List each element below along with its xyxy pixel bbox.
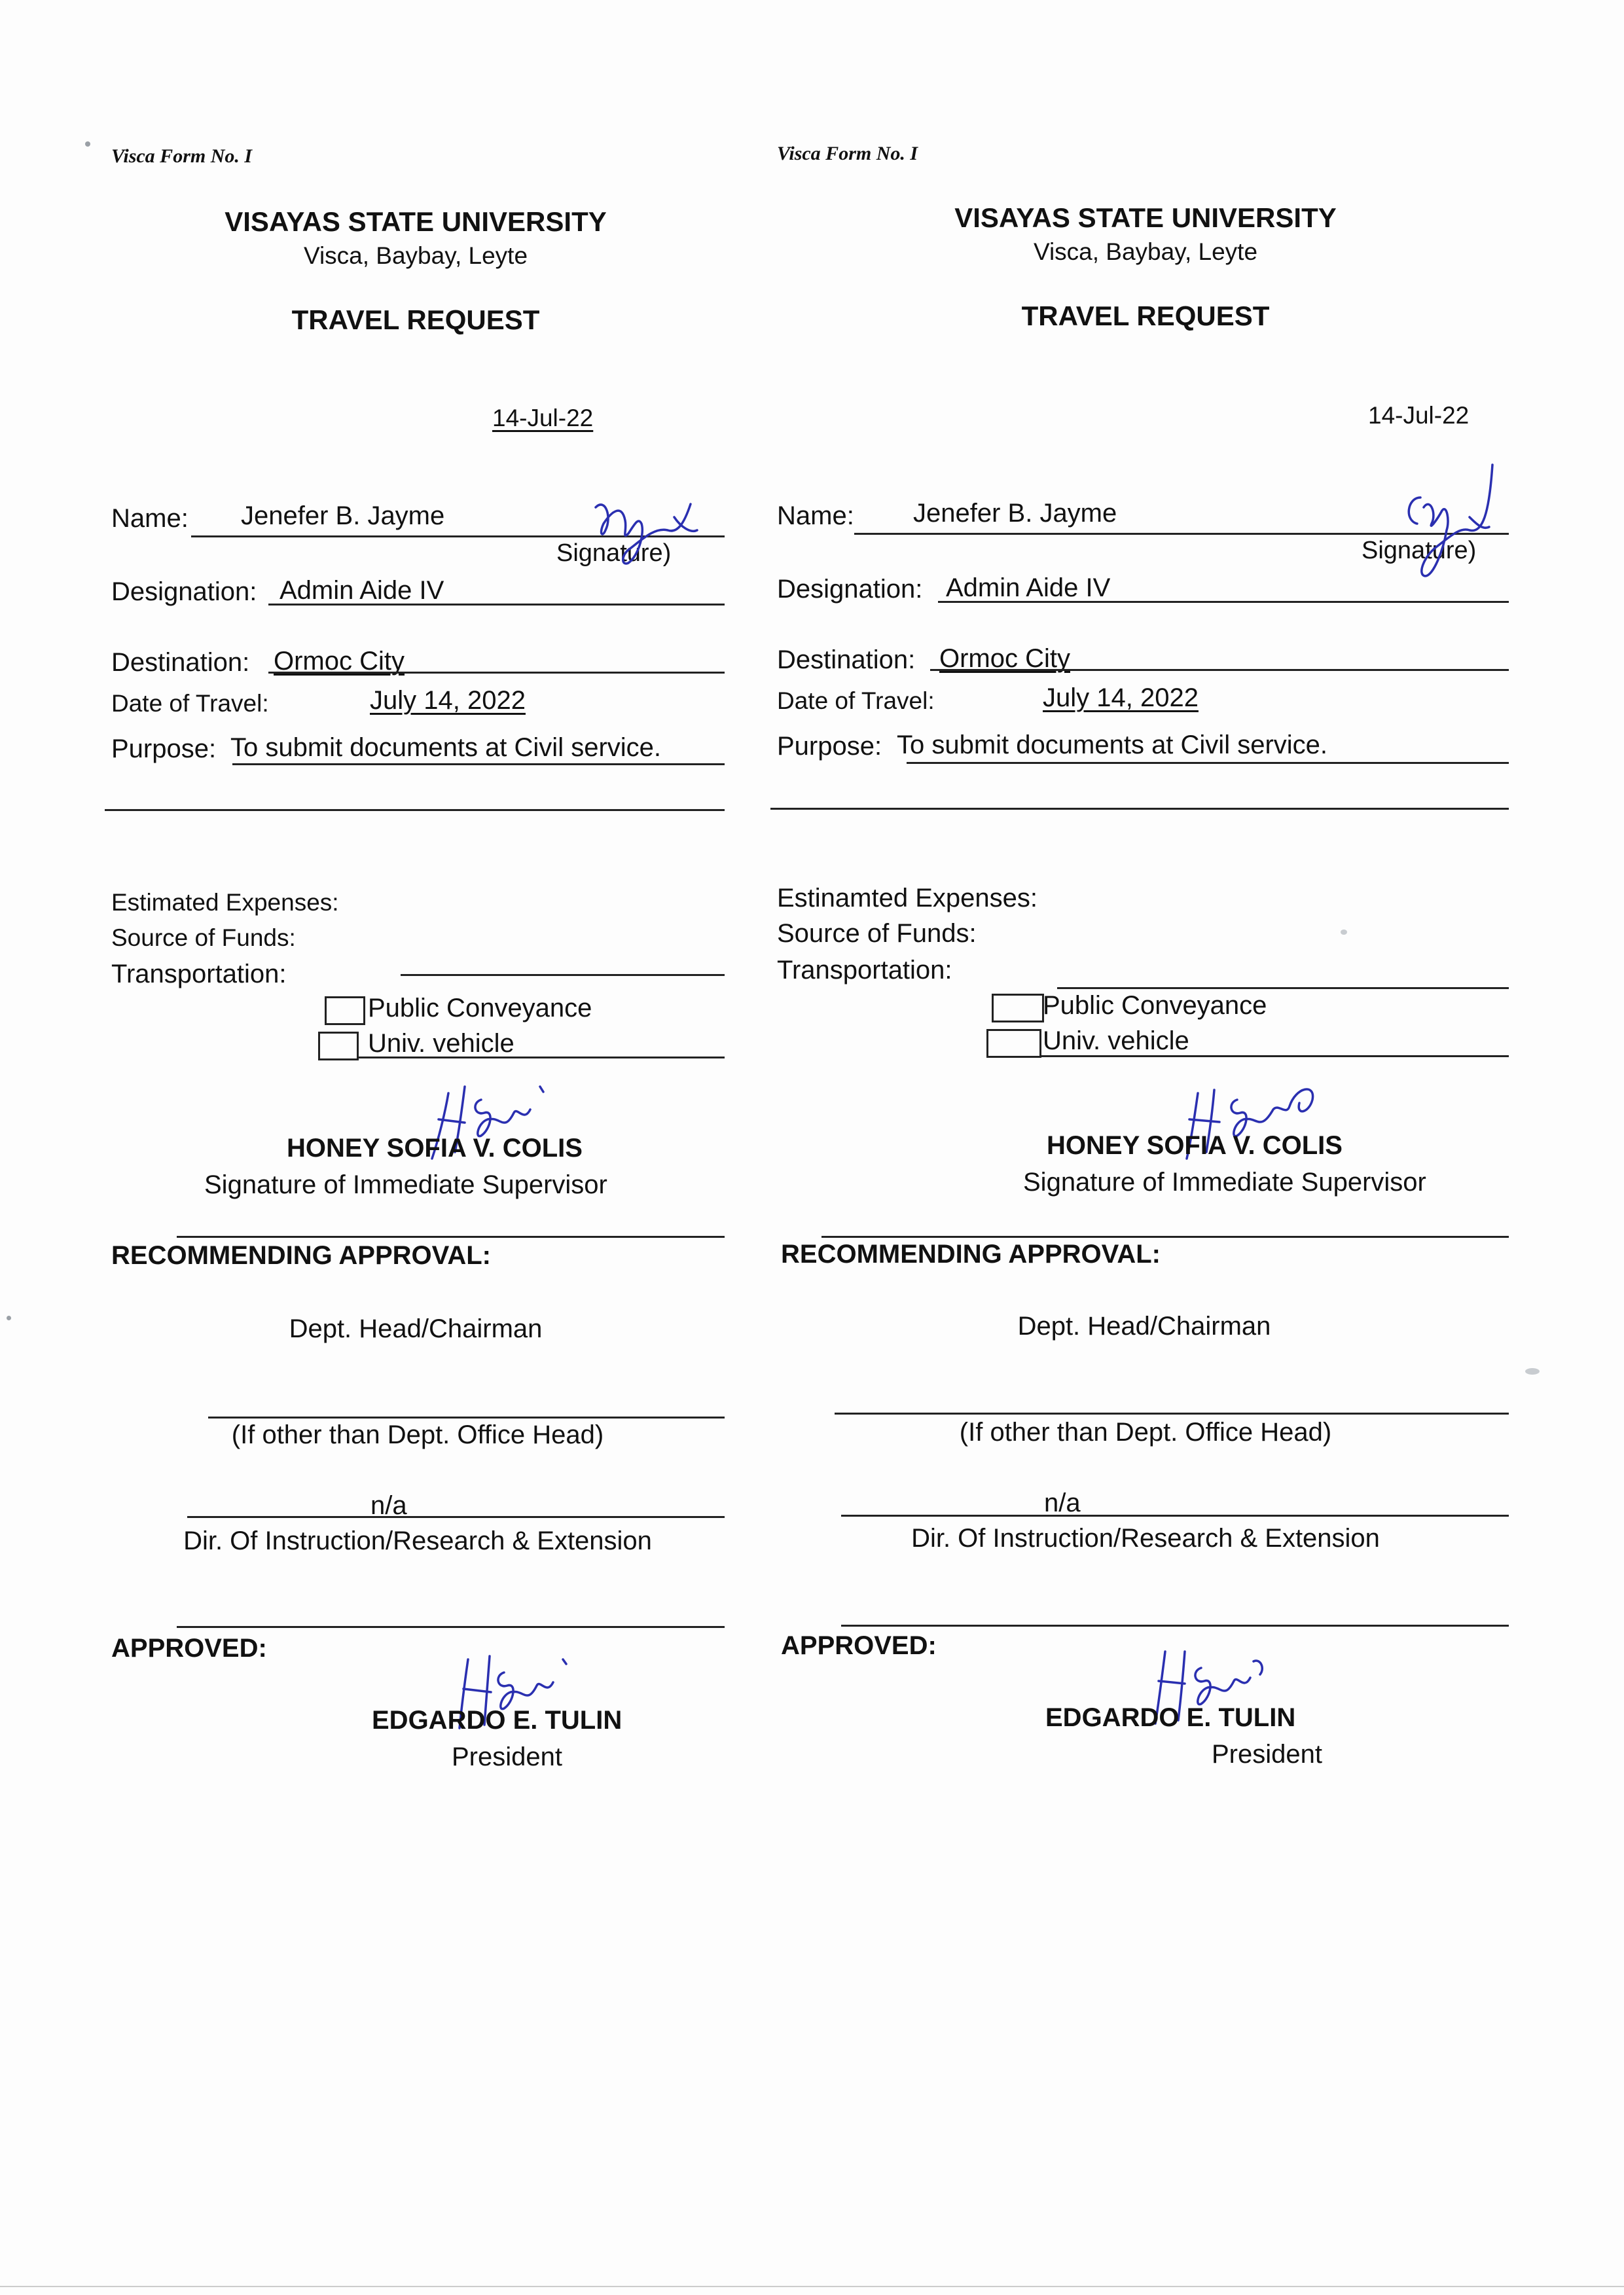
travel-request-form-right	[664, 0, 1476, 2295]
univ-vehicle-checkbox[interactable]	[318, 1032, 359, 1060]
signature-label: Signature)	[1362, 537, 1477, 564]
approved-line	[177, 1626, 725, 1628]
purpose-line-2	[105, 809, 725, 811]
designation-label: Designation:	[111, 577, 257, 606]
name-value: Jenefer B. Jayme	[913, 499, 1117, 528]
univ-vehicle-checkbox[interactable]	[986, 1029, 1041, 1058]
scan-speck	[85, 141, 90, 147]
destination-label: Destination:	[111, 648, 250, 677]
designation-label: Designation:	[777, 575, 923, 604]
date-of-travel-value: July 14, 2022	[1043, 683, 1199, 712]
scan-speck	[1525, 1368, 1540, 1375]
designation-line	[268, 604, 725, 605]
supervisor-line	[177, 1236, 725, 1238]
other-than-label: (If other than Dept. Office Head)	[231, 1420, 604, 1449]
name-value: Jenefer B. Jayme	[241, 501, 445, 530]
president-label: President	[452, 1743, 562, 1771]
source-of-funds-label: Source of Funds:	[777, 919, 977, 948]
director-label: Dir. Of Instruction/Research & Extension	[183, 1527, 652, 1555]
page-edge	[0, 2286, 1624, 2287]
approved-label: APPROVED:	[111, 1634, 267, 1663]
approved-line	[841, 1625, 1509, 1627]
director-label: Dir. Of Instruction/Research & Extension	[911, 1524, 1380, 1553]
president-name: EDGARDO E. TULIN	[372, 1706, 623, 1735]
university-name: VISAYAS STATE UNIVERSITY	[954, 202, 1337, 233]
destination-line	[268, 672, 725, 674]
director-line	[841, 1515, 1509, 1517]
name-label: Name:	[777, 501, 854, 530]
form-title: TRAVEL REQUEST	[1021, 300, 1270, 331]
purpose-line-2	[770, 808, 1509, 810]
purpose-value: To submit documents at Civil service.	[897, 731, 1328, 759]
transportation-label: Transportation:	[777, 956, 952, 985]
purpose-value: To submit documents at Civil service.	[230, 733, 662, 762]
request-date: 14-Jul-22	[492, 405, 594, 431]
public-conveyance-label: Public Conveyance	[368, 994, 592, 1022]
supervisor-line	[821, 1236, 1509, 1238]
scan-speck	[7, 1316, 11, 1320]
name-label: Name:	[111, 504, 189, 533]
university-address: Visca, Baybay, Leyte	[1033, 238, 1258, 265]
date-of-travel-value: July 14, 2022	[370, 686, 526, 715]
destination-line	[930, 669, 1509, 671]
estimated-expenses-label: Estimated Expenses:	[111, 889, 339, 916]
purpose-line	[907, 762, 1509, 764]
form-title: TRAVEL REQUEST	[291, 304, 540, 335]
form-number: Visca Form No. I	[777, 143, 918, 164]
university-address: Visca, Baybay, Leyte	[303, 242, 528, 269]
transportation-label: Transportation:	[111, 960, 287, 988]
supervisor-caption: Signature of Immediate Supervisor	[1023, 1168, 1426, 1197]
dept-head-label: Dept. Head/Chairman	[1017, 1312, 1271, 1341]
destination-label: Destination:	[777, 645, 916, 674]
director-line	[187, 1516, 725, 1518]
president-label: President	[1212, 1740, 1322, 1769]
president-name: EDGARDO E. TULIN	[1045, 1703, 1296, 1732]
univ-vehicle-line	[1041, 1055, 1509, 1057]
date-of-travel-label: Date of Travel:	[111, 690, 269, 717]
other-than-label: (If other than Dept. Office Head)	[959, 1418, 1332, 1447]
date-of-travel-label: Date of Travel:	[777, 687, 935, 714]
supervisor-name: HONEY SOFIA V. COLIS	[1047, 1131, 1343, 1160]
purpose-line	[232, 763, 725, 765]
designation-line	[938, 601, 1509, 603]
recommending-approval-label: RECOMMENDING APPROVAL:	[111, 1241, 491, 1270]
public-conveyance-label: Public Conveyance	[1043, 991, 1267, 1020]
applicant-signature	[1384, 458, 1515, 583]
recommending-approval-label: RECOMMENDING APPROVAL:	[781, 1240, 1161, 1269]
transportation-line	[1057, 987, 1509, 989]
purpose-label: Purpose:	[111, 734, 217, 763]
university-name: VISAYAS STATE UNIVERSITY	[225, 206, 607, 237]
destination-value: Ormoc City	[274, 647, 405, 676]
request-date: 14-Jul-22	[1368, 402, 1470, 429]
purpose-label: Purpose:	[777, 732, 882, 761]
signature-label: Signature)	[556, 539, 672, 567]
univ-vehicle-label: Univ. vehicle	[368, 1029, 514, 1058]
other-than-line	[208, 1417, 725, 1419]
public-conveyance-checkbox[interactable]	[325, 996, 365, 1025]
form-number: Visca Form No. I	[111, 145, 253, 167]
estimated-expenses-label: Estinamted Expenses:	[777, 884, 1038, 913]
approved-label: APPROVED:	[781, 1631, 937, 1660]
source-of-funds-label: Source of Funds:	[111, 924, 296, 951]
supervisor-name: HONEY SOFIA V. COLIS	[287, 1134, 583, 1163]
destination-value: Ormoc City	[939, 644, 1070, 673]
public-conveyance-checkbox[interactable]	[992, 994, 1044, 1022]
director-value: n/a	[370, 1491, 407, 1520]
supervisor-caption: Signature of Immediate Supervisor	[204, 1170, 607, 1199]
designation-value: Admin Aide IV	[946, 573, 1111, 602]
other-than-line	[835, 1413, 1509, 1415]
univ-vehicle-label: Univ. vehicle	[1043, 1026, 1189, 1055]
designation-value: Admin Aide IV	[280, 576, 444, 605]
scan-speck	[1341, 930, 1347, 935]
dept-head-label: Dept. Head/Chairman	[289, 1314, 543, 1343]
director-value: n/a	[1044, 1489, 1081, 1517]
